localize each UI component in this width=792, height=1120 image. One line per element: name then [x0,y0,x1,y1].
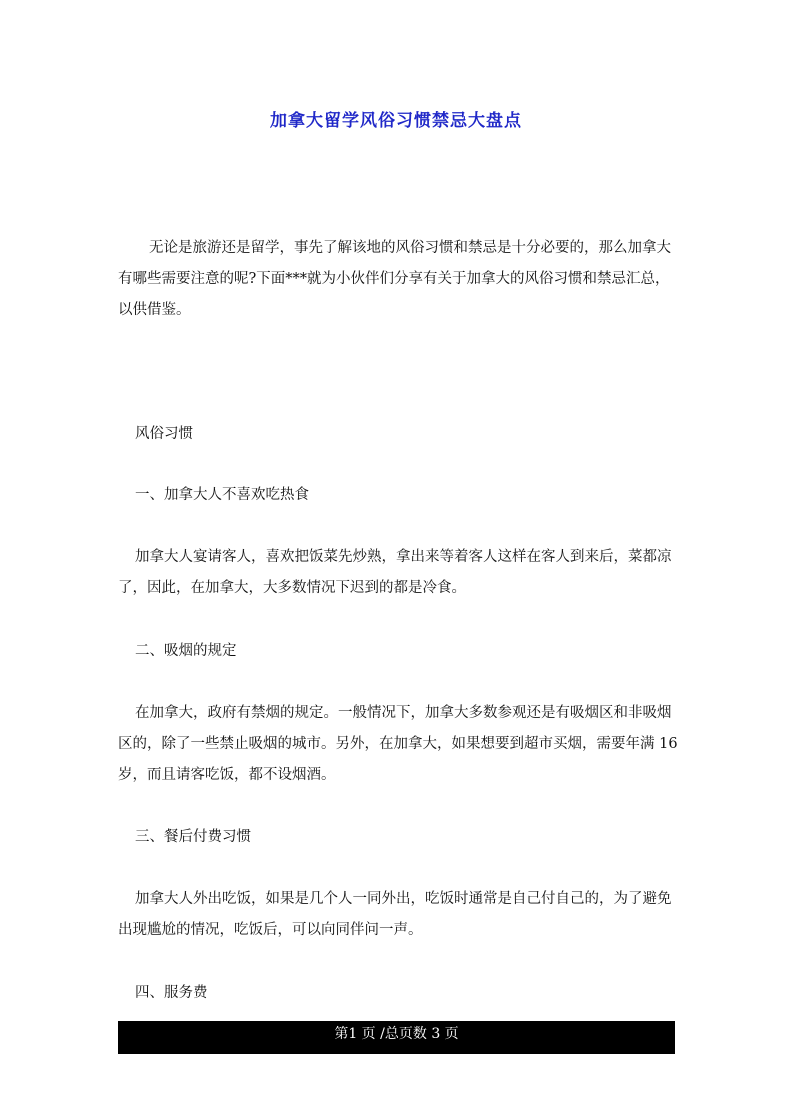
footer-page-prefix: 第 [334,1026,349,1042]
item-body: 加拿大人宴请客人，喜欢把饭菜先炒熟，拿出来等着客人这样在客人到来后，菜都凉了，因此，在加拿大，大多数情况下迟到的都是冷食。 [118,549,672,596]
footer-total-suffix: 页 [440,1026,459,1042]
footer-page-number: 1 [348,1026,358,1042]
page-footer [118,1021,675,1054]
footer-total-pages: 3 [431,1026,441,1042]
item-body: 在加拿大，政府有禁烟的规定。一般情况下，加拿大多数参观还是有吸烟区和非吸烟区的，除了一些禁止吸烟的城市。另外，在加拿大，如果想要到超市买烟，需要年满 16 岁，而且请客吃饭，都不设烟酒。 [118,705,678,783]
item-heading: 三、餐后付费习惯 [135,829,251,845]
item-heading: 四、服务费 [135,985,208,1001]
section-heading: 风俗习惯 [135,426,193,442]
item-body: 加拿大人外出吃饭，如果是几个人一同外出，吃饭时通常是自己付自己的，为了避免出现尴尬的情况，吃饭后，可以向同伴问一声。 [118,891,672,938]
page-title: 加拿大留学风俗习惯禁忌大盘点 [270,111,522,131]
item-heading: 一、加拿大人不喜欢吃热食 [135,487,309,503]
item-heading: 二、吸烟的规定 [135,643,237,659]
intro-paragraph: 无论是旅游还是留学，事先了解该地的风俗习惯和禁忌是十分必要的，那么加拿大有哪些需要注意的呢?下面***就为小伙伴们分享有关于加拿大的风俗习惯和禁忌汇总，以供借鉴。 [118,240,671,318]
footer-page-suffix: 页 /总页数 [357,1026,432,1042]
